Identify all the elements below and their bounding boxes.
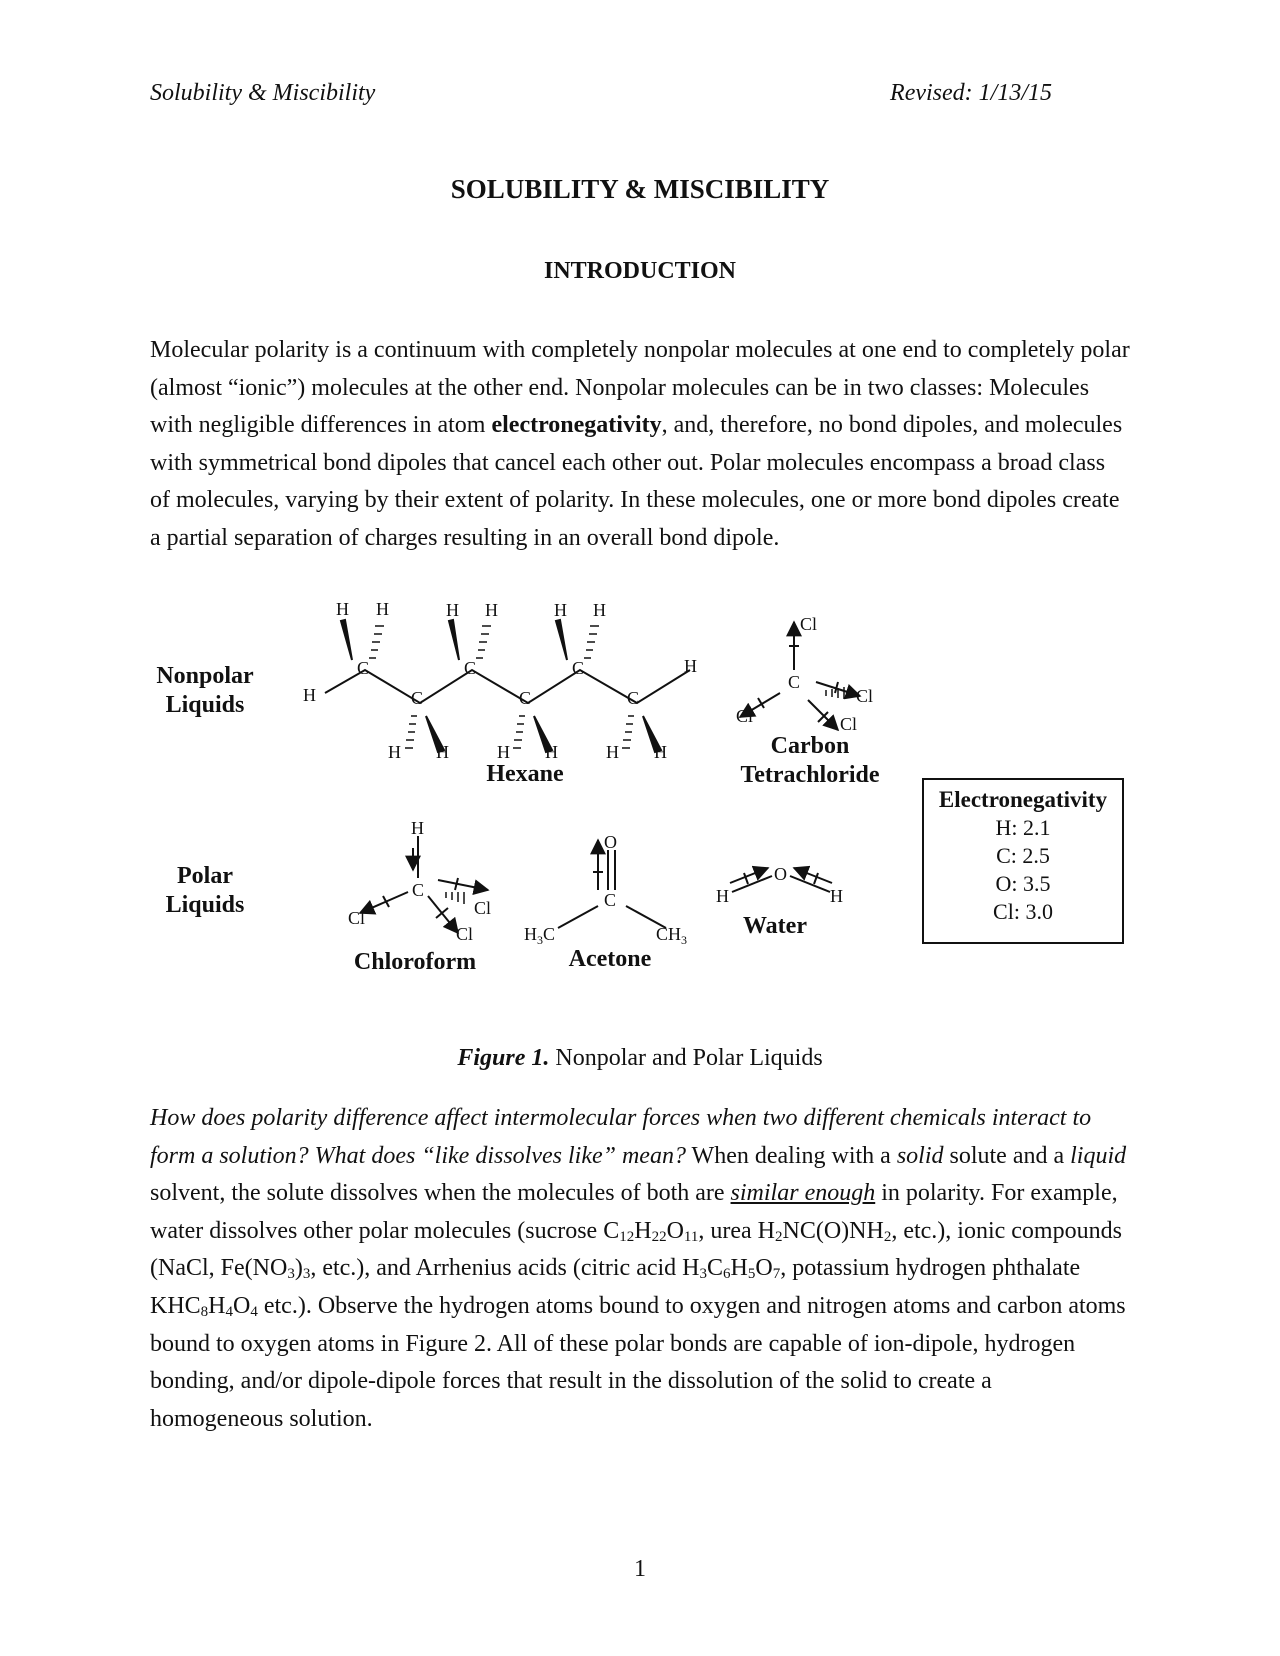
acetone-structure [558,840,666,928]
svg-text:H: H [545,742,558,762]
svg-text:C: C [572,658,585,678]
svg-text:H: H [411,818,424,838]
svg-text:C: C [519,688,532,708]
carbon-tetrachloride-label: Carbon Tetrachloride [740,733,880,788]
svg-text:Cl: Cl [856,686,874,706]
electronegativity-title: Electronegativity [938,787,1108,812]
svg-text:C: C [357,658,370,678]
electronegativity-term: electronegativity [491,412,662,439]
svg-text:H: H [830,886,843,906]
svg-text:C: C [604,890,617,910]
svg-text:Cl: Cl [736,706,754,726]
svg-text:C: C [464,658,477,678]
hexane-structure [325,620,690,752]
svg-text:C: C [412,880,425,900]
svg-text:Cl: Cl [840,714,858,734]
acetone-label: Acetone [568,946,652,972]
svg-text:H: H [388,742,401,762]
svg-text:H3C: $H_3C$ [524,924,556,947]
en-chlorine: Cl: 3.0 [993,899,1053,924]
svg-text:H: H [303,685,316,705]
svg-text:O: O [604,832,617,852]
section-heading: INTRODUCTION [543,258,737,284]
intro-text-1: Molecular polarity is a continuum with completely nonpolar molecules at one end to completely polar (almost “ionic”) molecules at the other end. Nonpolar molecules can be in two classes: Molecules with negligible differences in atom [150,337,1130,439]
svg-text:CH3: $CH_3$ [656,924,688,947]
svg-text:O: O [774,864,787,884]
revision-date: Revised: 1/13/15 [890,80,1052,106]
svg-text:Cl: Cl [348,908,366,928]
svg-text:C: C [627,688,640,708]
chloroform-atoms [348,818,491,944]
svg-text:H: H [446,600,459,620]
similar-enough-emphasis: similar enough [730,1180,876,1207]
polar-liquids-label: Polar Liquids [165,863,245,918]
intro-text-2: , and, therefore, no bond dipoles, and molecules with symmetrical bond dipoles that cancel each other out. Polar molecules encompass a broad class of molecules, varying by their extent of polarity. In these molecules, one or more bond dipoles create a partial separation of charges resulting in an overall bond dipole. [150,412,1123,551]
caption-text: Nonpolar and Polar Liquids [549,1045,823,1071]
ccl4-atoms [736,614,873,734]
svg-text:H: H [716,886,729,906]
svg-text:H: H [436,742,449,762]
figure-caption [0,1045,1280,1072]
page-title: SOLUBILITY & MISCIBILITY [450,174,830,204]
svg-text:C: C [788,672,801,692]
svg-text:H: H [684,656,697,676]
en-oxygen: O: 3.5 [995,871,1051,896]
en-hydrogen: H: 2.1 [995,815,1051,840]
water-atoms [716,864,843,906]
hexane-label: Hexane [486,761,564,787]
svg-text:H: H [497,742,510,762]
polarity-paragraph: How does polarity difference affect intermolecular forces when two different chemicals interact to form a solution? What does “like dissolves like” mean? When dealing with a solid solute and a liquid solvent, the solute dissolves when the molecules of both are similar enough in polarity. For example, water dissolves other polar molecules (sucrose $C_{12}H_{22}O_{11}$, urea $H_2NC(O)NH_2$, etc.), ionic compounds (NaCl, $Fe(NO_3)_3$, etc.), and Arrhenius acids (citric acid $H_3C_6H_5O_7$, potassium hydrogen phthalate $KHC_8H_4O_4$ etc.). Observe the hydrogen atoms bound to oxygen and nitrogen atoms and carbon atoms bound to oxygen atoms in Figure 2. All of these polar bonds are capable of ion-dipole, hydrogen bonding, and/or dipole-dipole forces that result in the dissolution of the solid to create a homogeneous solution. [150,1105,1127,1432]
svg-text:H: H [485,600,498,620]
svg-text:Cl: Cl [474,898,492,918]
electronegativity-table [922,778,1124,944]
intro-paragraph [150,332,1130,558]
svg-text:H: H [336,600,349,619]
en-carbon: C: 2.5 [996,843,1050,868]
svg-text:C: C [411,688,424,708]
running-header-title: Solubility & Miscibility [150,80,376,106]
svg-text:Cl: Cl [800,614,818,634]
hexane-atoms [303,600,697,762]
svg-text:H: H [376,600,389,619]
acetone-atoms [524,832,687,947]
question-text: How does polarity difference affect intermolecular forces when two different chemicals interact to form a solution? What does “like dissolves like” mean? [150,1105,1092,1169]
chloroform-label: Chloroform [353,949,477,975]
svg-text:H: H [554,600,567,620]
svg-text:H: H [593,600,606,620]
svg-text:Cl: Cl [456,924,474,944]
page-number: 1 [634,1556,646,1582]
svg-text:H: H [654,742,667,762]
nonpolar-liquids-label: Nonpolar Liquids [156,663,254,718]
svg-text:H: H [606,742,619,762]
caption-label: Figure 1. [457,1045,550,1071]
water-label: Water [743,913,807,939]
